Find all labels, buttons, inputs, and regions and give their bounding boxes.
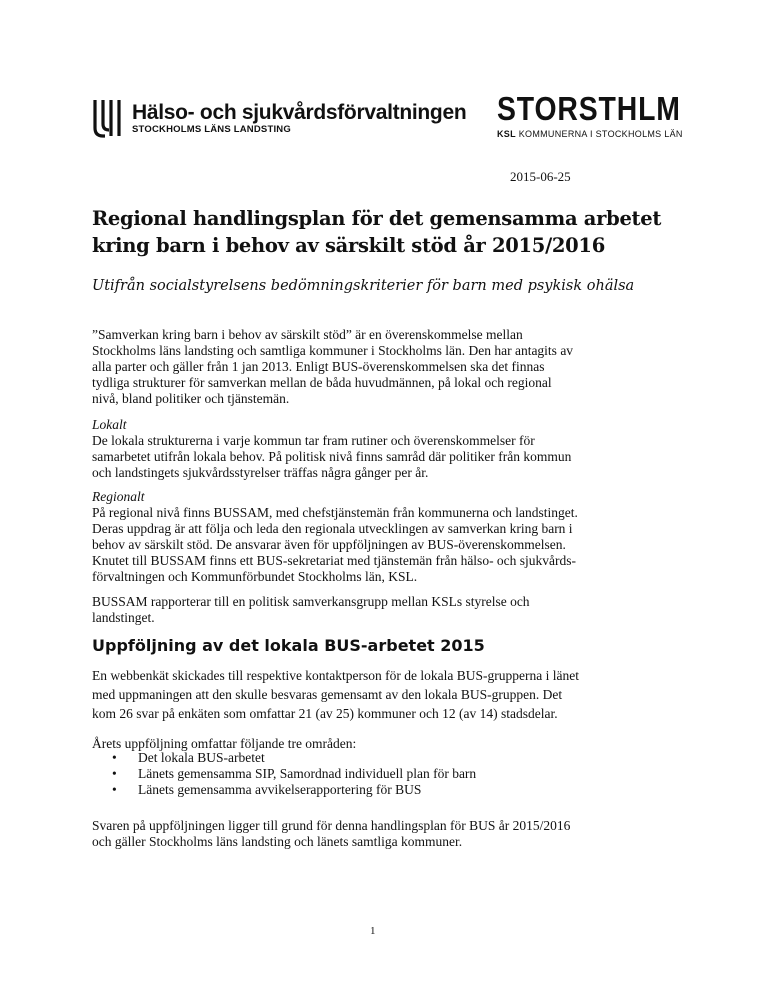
lokalt-line: och landstingets sjukvårdsstyrelser träffas några gånger per år. [92,465,429,480]
regionalt-label: Regionalt [92,489,145,504]
section-heading: Uppföljning av det lokala BUS-arbetet 2015 [92,636,485,655]
title-line-1: Regional handlingsplan för det gemensamma arbetet [92,207,662,230]
areas-list [112,750,476,798]
storsthlm-logo-name: STORSTHLM [497,90,681,127]
regionalt-line: Deras uppdrag är att följa och leda den regionala utvecklingen av samverkan kring barn i [92,521,573,536]
page-number: 1 [370,925,376,937]
title-line-2: kring barn i behov av särskilt stöd år 2015/2016 [92,234,605,257]
regionalt-line: förvaltningen och Kommunförbundet Stockholms län, KSL. [92,569,418,584]
lokalt-section [92,417,672,481]
ksl-full-name: KOMMUNERNA I STOCKHOLMS LÄN [518,129,683,139]
hsf-logo [92,99,466,139]
bussam-line: BUSSAM rapporterar till en politisk samverkansgrupp mellan KSLs styrelse och [92,594,530,609]
intro-line: nivå, bland politiker och tjänstemän. [92,391,290,406]
survey-paragraph [92,666,672,723]
intro-line: tydliga strukturer för samverkan mellan de båda huvudmännen, på lokal och regional [92,375,552,390]
survey-line: med uppmaningen att den skulle besvaras gemensamt av den lokala BUS-gruppen. Det [92,687,563,702]
document-subtitle: Utifrån socialstyrelsens bedömningskriterier för barn med psykisk ohälsa [92,278,635,294]
closing-line: Svaren på uppföljningen ligger till grund för denna handlingsplan för BUS år 2015/2016 [92,818,571,833]
survey-line: En webbenkät skickades till respektive kontaktperson för de lokala BUS-grupperna i länet [92,668,579,683]
regionalt-section [92,489,672,585]
regionalt-line: På regional nivå finns BUSSAM, med chefstjänstemän från kommunerna och landstinget. [92,505,578,520]
document-date: 2015-06-25 [510,169,571,184]
hsf-logo-subtitle: STOCKHOLMS LÄNS LANDSTING [132,124,291,135]
list-item: • Det lokala BUS-arbetet [112,750,476,766]
storsthlm-logo-subtitle [497,128,711,140]
closing-paragraph [92,818,672,850]
bussam-paragraph [92,594,672,626]
lokalt-line: samarbetet utifrån lokala behov. På politisk nivå finns samråd där politiker från kommun [92,449,572,464]
sll-logo-icon [92,100,126,138]
intro-line: ”Samverkan kring barn i behov av särskilt stöd” är en överenskommelse mellan [92,327,523,342]
regionalt-line: behov av särskilt stöd. De ansvarar även för uppföljningen av BUS-överenskommelsen. [92,537,566,552]
bussam-line: landstinget. [92,610,155,625]
document-title [92,205,692,259]
intro-line: alla parter och gäller från 1 jan 2013. Enligt BUS-överenskommelsen ska det finnas [92,359,545,374]
hsf-logo-name: Hälso- och sjukvårdsförvaltningen [132,101,467,124]
lokalt-line: De lokala strukturerna i varje kommun tar fram rutiner och överenskommelser för [92,433,535,448]
ksl-abbrev: KSL [497,129,516,139]
list-item: • Länets gemensamma SIP, Samordnad individuell plan för barn [112,766,476,782]
intro-line: Stockholms läns landsting och samtliga kommuner i Stockholms län. Den har antagits av [92,343,574,358]
survey-line: kom 26 svar på enkäten som omfattar 21 (av 25) kommuner och 12 (av 14) stadsdelar. [92,706,558,721]
areas-intro: Årets uppföljning omfattar följande tre områden: [92,736,357,751]
intro-paragraph [92,327,672,407]
regionalt-line: Knutet till BUSSAM finns ett BUS-sekretariat med tjänstemän från hälso- och sjukvårds- [92,553,577,568]
lokalt-label: Lokalt [92,417,127,432]
list-item: • Länets gemensamma avvikelserapportering för BUS [112,782,476,798]
storsthlm-logo [497,92,711,140]
closing-line: och gäller Stockholms läns landsting och länets samtliga kommuner. [92,834,463,849]
